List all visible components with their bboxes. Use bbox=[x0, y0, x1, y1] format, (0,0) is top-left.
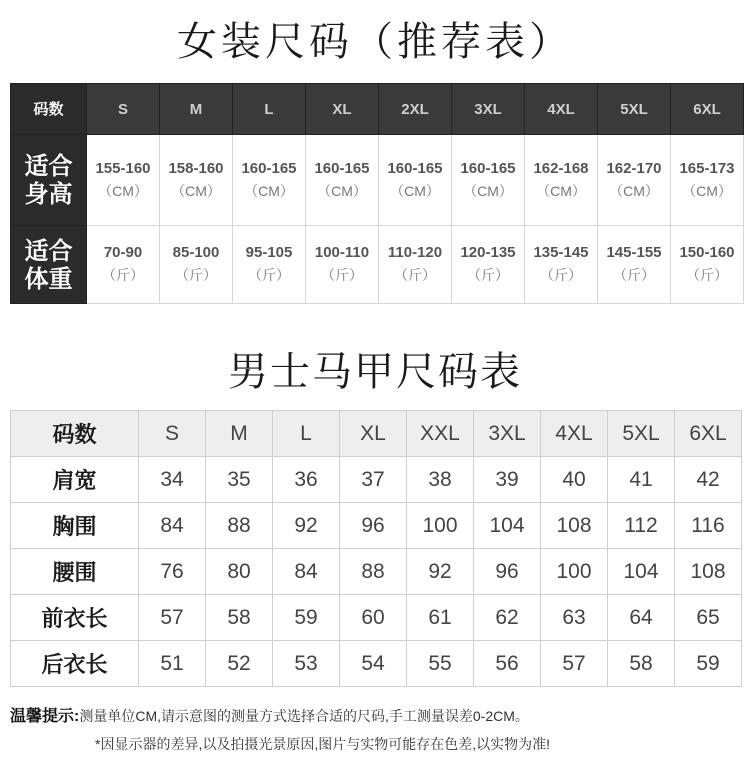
weight-unit: （斤） bbox=[175, 267, 217, 283]
height-unit: （CM） bbox=[390, 182, 440, 199]
weight-cell bbox=[160, 226, 233, 304]
height-unit: （CM） bbox=[171, 182, 221, 199]
table-cell: 56 bbox=[474, 641, 541, 687]
table-cell: 84 bbox=[139, 503, 206, 549]
table-cell: 35 bbox=[206, 457, 273, 503]
height-label-text: 适合身高 bbox=[24, 151, 73, 208]
mens-vest-size-table bbox=[10, 410, 742, 687]
height-value: 162-170 bbox=[606, 159, 662, 177]
height-cell bbox=[233, 135, 306, 226]
weight-cell bbox=[233, 226, 306, 304]
table-cell: 84 bbox=[273, 549, 340, 595]
weight-value: 110-120 bbox=[387, 244, 443, 261]
table-cell: 96 bbox=[474, 549, 541, 595]
weight-row-label bbox=[11, 226, 87, 304]
height-unit: （CM） bbox=[244, 182, 294, 199]
height-row bbox=[11, 135, 744, 226]
table-row bbox=[11, 595, 742, 641]
weight-cell bbox=[671, 226, 744, 304]
table-cell: 57 bbox=[139, 595, 206, 641]
size-header-label: 码数 bbox=[11, 84, 87, 135]
mens-vest-size-title: 男士马甲尺码表 bbox=[228, 349, 522, 395]
table-cell: 57 bbox=[541, 641, 608, 687]
table-cell: 65 bbox=[675, 595, 742, 641]
size-cell: XL bbox=[306, 84, 379, 135]
height-value: 165-173 bbox=[679, 159, 735, 177]
womens-size-table bbox=[10, 83, 744, 304]
weight-unit: （斤） bbox=[467, 267, 509, 283]
table-cell: 36 bbox=[273, 457, 340, 503]
table-row bbox=[11, 457, 742, 503]
size-header-label: 码数 bbox=[11, 411, 139, 457]
tip-label: 温馨提示: bbox=[10, 708, 80, 725]
height-cell bbox=[379, 135, 452, 226]
womens-size-title: 女装尺码（推荐表） bbox=[177, 19, 573, 65]
size-cell: L bbox=[273, 411, 340, 457]
table-cell: 100 bbox=[541, 549, 608, 595]
table-cell: 39 bbox=[474, 457, 541, 503]
size-cell: 3XL bbox=[452, 84, 525, 135]
weight-unit: （斤） bbox=[102, 267, 144, 283]
measurement-label: 前衣长 bbox=[11, 595, 139, 641]
table-cell: 100 bbox=[407, 503, 474, 549]
height-value: 160-165 bbox=[314, 159, 370, 177]
size-cell: S bbox=[87, 84, 160, 135]
table-cell: 53 bbox=[273, 641, 340, 687]
height-cell bbox=[87, 135, 160, 226]
table-cell: 34 bbox=[139, 457, 206, 503]
table-header-row bbox=[11, 84, 744, 135]
size-cell: 5XL bbox=[598, 84, 671, 135]
size-cell: L bbox=[233, 84, 306, 135]
height-value: 160-165 bbox=[387, 159, 443, 177]
table-row bbox=[11, 641, 742, 687]
table-cell: 61 bbox=[407, 595, 474, 641]
size-cell: 6XL bbox=[671, 84, 744, 135]
size-cell: XXL bbox=[407, 411, 474, 457]
weight-value: 150-160 bbox=[679, 244, 735, 261]
table-cell: 41 bbox=[608, 457, 675, 503]
size-cell: 2XL bbox=[379, 84, 452, 135]
table-cell: 58 bbox=[206, 595, 273, 641]
height-unit: （CM） bbox=[536, 182, 586, 199]
weight-value: 120-135 bbox=[460, 244, 516, 261]
size-cell: 6XL bbox=[675, 411, 742, 457]
measurement-label: 腰围 bbox=[11, 549, 139, 595]
table-cell: 54 bbox=[340, 641, 407, 687]
table-cell: 104 bbox=[474, 503, 541, 549]
size-cell: XL bbox=[340, 411, 407, 457]
size-cell: M bbox=[206, 411, 273, 457]
height-cell bbox=[525, 135, 598, 226]
table-header-row bbox=[11, 411, 742, 457]
measurement-label: 胸围 bbox=[11, 503, 139, 549]
table-cell: 92 bbox=[273, 503, 340, 549]
height-cell bbox=[671, 135, 744, 226]
weight-value: 100-110 bbox=[314, 244, 370, 261]
size-cell: 5XL bbox=[608, 411, 675, 457]
table-cell: 51 bbox=[139, 641, 206, 687]
weight-cell bbox=[306, 226, 379, 304]
weight-cell bbox=[598, 226, 671, 304]
weight-unit: （斤） bbox=[321, 267, 363, 283]
table-cell: 104 bbox=[608, 549, 675, 595]
table-cell: 62 bbox=[474, 595, 541, 641]
weight-value: 95-105 bbox=[245, 244, 293, 261]
weight-value: 135-145 bbox=[533, 244, 589, 261]
height-unit: （CM） bbox=[682, 182, 732, 199]
size-cell: S bbox=[139, 411, 206, 457]
table-row bbox=[11, 503, 742, 549]
table-cell: 38 bbox=[407, 457, 474, 503]
height-cell bbox=[452, 135, 525, 226]
table-cell: 60 bbox=[340, 595, 407, 641]
table-cell: 63 bbox=[541, 595, 608, 641]
height-value: 162-168 bbox=[533, 159, 589, 177]
weight-value: 145-155 bbox=[606, 244, 662, 261]
height-unit: （CM） bbox=[609, 182, 659, 199]
table-cell: 108 bbox=[541, 503, 608, 549]
tip-text: 测量单位CM,请示意图的测量方式选择合适的尺码,手工测量误差0-2CM。 bbox=[79, 708, 529, 724]
color-disclaimer: *因显示器的差异,以及拍摄光景原因,图片与实物可能存在色差,以实物为准! bbox=[95, 736, 551, 752]
weight-cell bbox=[525, 226, 598, 304]
weight-label-text: 适合体重 bbox=[24, 235, 73, 293]
table-cell: 58 bbox=[608, 641, 675, 687]
table-cell: 42 bbox=[675, 457, 742, 503]
table-cell: 88 bbox=[340, 549, 407, 595]
table-cell: 80 bbox=[206, 549, 273, 595]
weight-unit: （斤） bbox=[613, 267, 655, 283]
table-cell: 59 bbox=[273, 595, 340, 641]
measurement-label: 肩宽 bbox=[11, 457, 139, 503]
table-row bbox=[11, 549, 742, 595]
size-cell: 4XL bbox=[541, 411, 608, 457]
size-cell: M bbox=[160, 84, 233, 135]
table-cell: 88 bbox=[206, 503, 273, 549]
height-cell bbox=[160, 135, 233, 226]
weight-cell bbox=[452, 226, 525, 304]
table-cell: 52 bbox=[206, 641, 273, 687]
table-cell: 59 bbox=[675, 641, 742, 687]
table-cell: 116 bbox=[675, 503, 742, 549]
table-cell: 37 bbox=[340, 457, 407, 503]
weight-cell bbox=[379, 226, 452, 304]
height-unit: （CM） bbox=[317, 182, 367, 199]
weight-unit: （斤） bbox=[540, 267, 582, 283]
height-cell bbox=[306, 135, 379, 226]
table-cell: 40 bbox=[541, 457, 608, 503]
weight-value: 85-100 bbox=[172, 244, 220, 261]
table-cell: 112 bbox=[608, 503, 675, 549]
height-unit: （CM） bbox=[98, 182, 148, 199]
weight-unit: （斤） bbox=[394, 267, 436, 283]
table-cell: 76 bbox=[139, 549, 206, 595]
height-value: 158-160 bbox=[168, 159, 224, 177]
weight-unit: （斤） bbox=[686, 267, 728, 283]
table-cell: 55 bbox=[407, 641, 474, 687]
height-value: 155-160 bbox=[95, 159, 151, 177]
table-cell: 108 bbox=[675, 549, 742, 595]
weight-value: 70-90 bbox=[103, 244, 143, 261]
height-cell bbox=[598, 135, 671, 226]
table-cell: 92 bbox=[407, 549, 474, 595]
weight-row bbox=[11, 226, 744, 304]
weight-cell bbox=[87, 226, 160, 304]
height-value: 160-165 bbox=[460, 159, 516, 177]
table-cell: 64 bbox=[608, 595, 675, 641]
measurement-label: 后衣长 bbox=[11, 641, 139, 687]
measurement-tip bbox=[10, 703, 529, 726]
size-cell: 3XL bbox=[474, 411, 541, 457]
size-cell: 4XL bbox=[525, 84, 598, 135]
height-row-label bbox=[11, 135, 87, 226]
height-unit: （CM） bbox=[463, 182, 513, 199]
weight-unit: （斤） bbox=[248, 267, 290, 283]
table-cell: 96 bbox=[340, 503, 407, 549]
height-value: 160-165 bbox=[241, 159, 297, 177]
